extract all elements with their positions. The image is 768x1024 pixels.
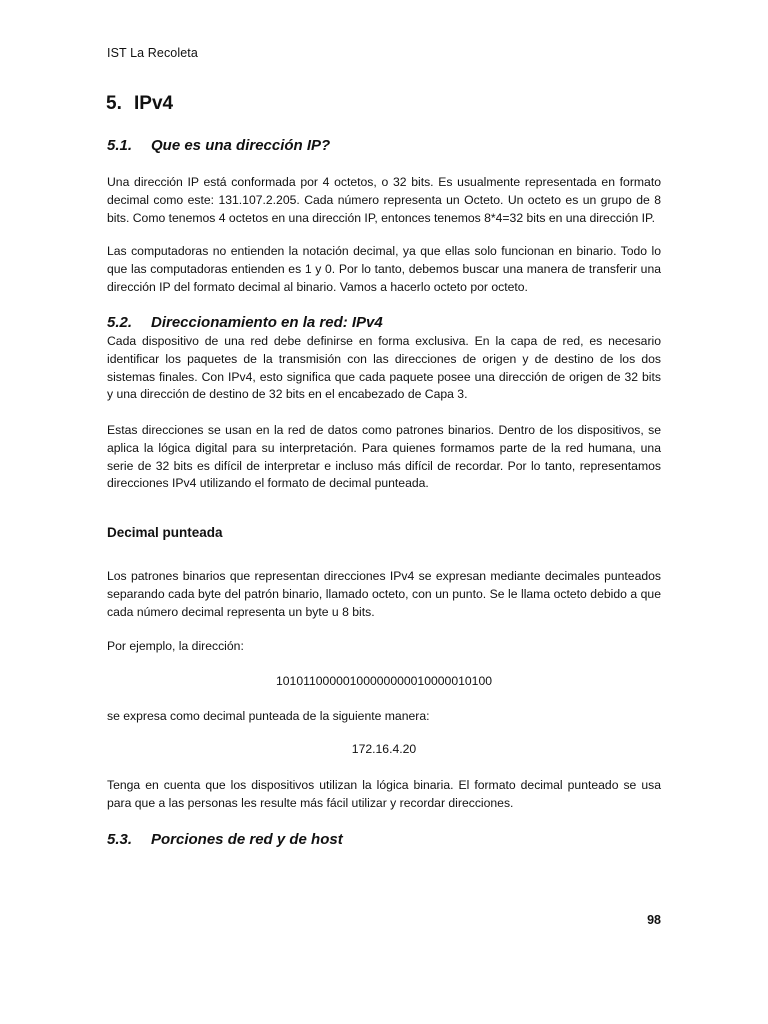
page-header: IST La Recoleta [107,46,198,60]
dotted-decimal-heading: Decimal punteada [107,525,223,540]
subsection-number: 5.2. [107,314,133,331]
paragraph-network-addressing: Cada dispositivo de una red debe definirse en forma exclusiva. En la capa de red, es necesario identificar los paquetes de la transmisión con las direcciones de origen y de destino de los dos sistemas finales. Con IPv4, esto significa que cada paquete posee una dirección de origen de 32 bits y una dirección de destino de 32 bits en el encabezado de Capa 3. [107,334,661,402]
subsection-heading-5-2 [107,314,383,331]
paragraph-ip-definition: Una dirección IP está conformada por 4 octetos, o 32 bits. Es usualmente representada en formato decimal como este: 131.107.2.205. Cada número representa un Octeto. Un octeto es un grupo de 8 bits. Como tenemos 4 octetos en una dirección IP, entonces tenemos 8*4=32 bits en una dirección IP. [107,175,661,225]
subsection-heading-5-1 [107,137,330,154]
paragraph-dotted-decimal: Los patrones binarios que representan direcciones IPv4 se expresan mediante decimales punteados separando cada byte del patrón binario, llamado octeto, con un punto. Se le llama octeto debido a que cada número decimal representa un byte u 8 bits. [107,569,661,619]
subsection-title: Porciones de red y de host [151,831,343,848]
paragraph-binary-notation: Las computadoras no entienden la notación decimal, ya que ellas solo funcionan en binario. Todo lo que las computadoras entienden es 1 y 0. Por lo tanto, debemos buscar una manera de transferir una dirección IP del formato decimal al binario. Vamos a hacerlo octeto por octeto. [107,244,661,294]
section-heading [106,93,173,115]
subsection-title: Que es una dirección IP? [151,137,331,154]
paragraph-binary-patterns: Estas direcciones se usan en la red de datos como patrones binarios. Dentro de los dispositivos, se aplica la lógica digital para su interpretación. Para quienes formamos parte de la red humana, una serie de 32 bits es difícil de interpretar e incluso más difícil de recordar. Por lo tanto, representamos direcciones IPv4 utilizando el formato de decimal punteada. [107,423,661,491]
section-title: IPv4 [134,93,174,114]
example-intro: Por ejemplo, la dirección: [107,639,244,653]
paragraph-binary-logic: Tenga en cuenta que los dispositivos utilizan la lógica binaria. El formato decimal punteado se usa para que a las personas les resulte más fácil utilizar y recordar direcciones. [107,778,661,810]
page-number: 98 [647,913,661,927]
subsection-number: 5.1. [107,137,133,154]
expressed-as-text: se expresa como decimal punteada de la siguiente manera: [107,709,430,723]
subsection-heading-5-3 [107,831,343,848]
section-number: 5. [106,93,122,114]
subsection-number: 5.3. [107,831,133,848]
binary-address: 10101100000100000000010000010100 [276,674,492,688]
dotted-address: 172.16.4.20 [351,742,417,756]
subsection-title: Direccionamiento en la red: IPv4 [151,314,383,331]
